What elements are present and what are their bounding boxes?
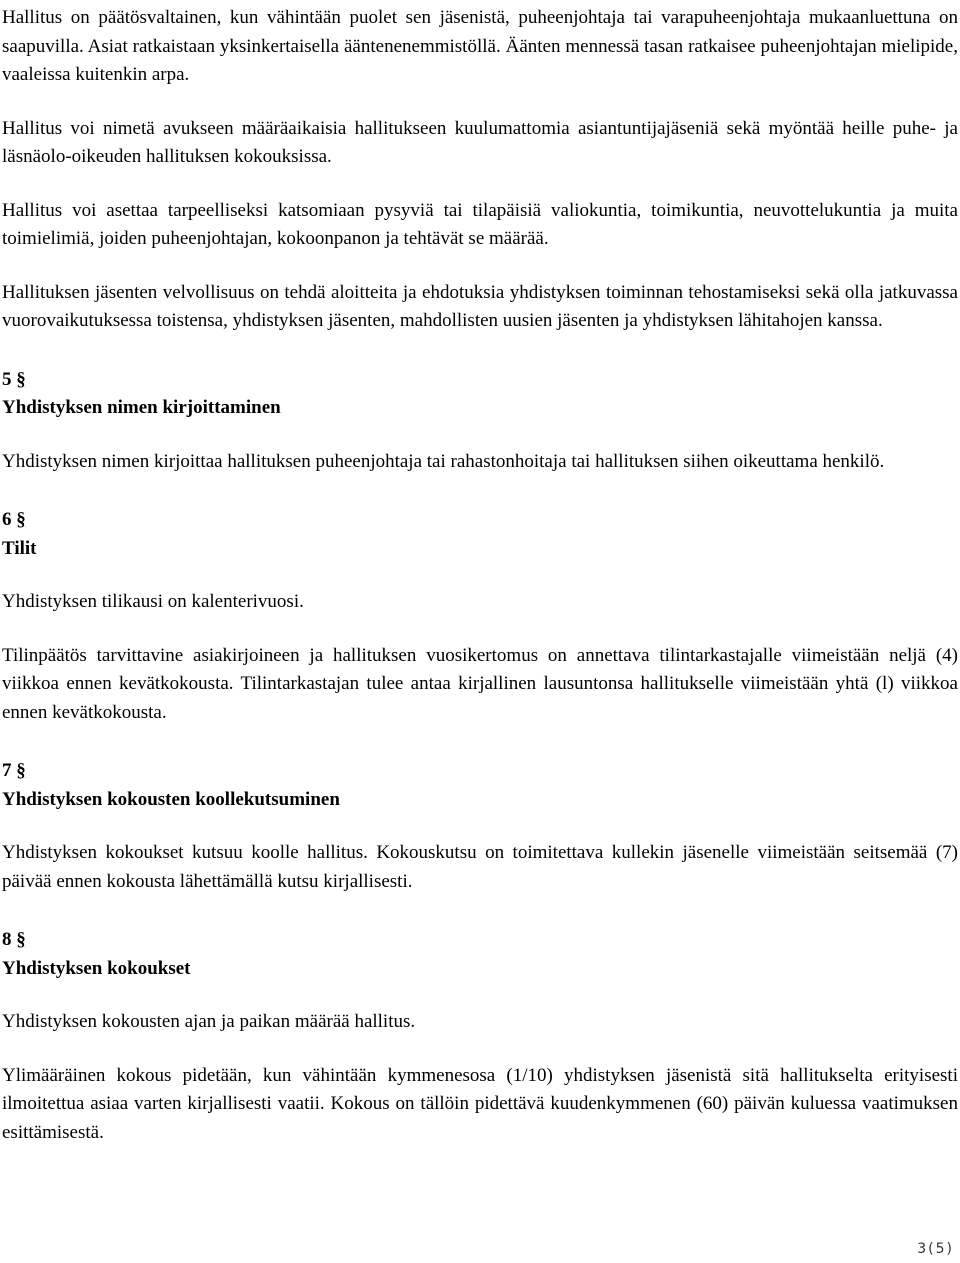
section-7 <box>2 757 958 896</box>
section-5 <box>2 366 958 477</box>
section-title: Tilit <box>2 537 37 559</box>
paragraph-fiscal-year: Yhdistyksen tilikausi on kalenterivuosi. <box>2 591 304 612</box>
section-sign: § <box>16 929 26 950</box>
section-number <box>2 506 958 535</box>
section-8 <box>2 926 958 1147</box>
paragraph-extraordinary-meeting: Ylimääräinen kokous pidetään, kun vähintään kymmenesosa (1/10) yhdistyksen jäsenistä sitä hallitukselta erityisesti ilmoitettua asiaa varten kirjallisesti vaatii. Kokous on tällöin pidettävä kuudenkymmenen (60) päivän kuluessa vaatimuksen esittämisestä. <box>2 1064 958 1143</box>
paragraph-meeting-invitation: Yhdistyksen kokoukset kutsuu koolle hallitus. Kokouskutsu on toimitettava kullekin jäsenelle viimeistään seitsemää (7) päivää ennen kokousta lähettämällä kutsu kirjallisesti. <box>2 842 958 892</box>
section-title: Yhdistyksen nimen kirjoittaminen <box>2 397 281 418</box>
section-number-value: 7 <box>2 760 12 781</box>
section-sign: § <box>16 368 26 390</box>
section-title: Yhdistyksen kokoukset <box>2 957 191 979</box>
document-page <box>2 0 958 1147</box>
section-number-value: 6 <box>2 509 12 530</box>
section-number <box>2 366 958 395</box>
section-sign: § <box>16 509 26 530</box>
section-number <box>2 926 958 955</box>
section-sign: § <box>16 760 26 781</box>
paragraph-signing: Yhdistyksen nimen kirjoittaa hallituksen puheenjohtaja tai rahastonhoitaja tai hallituksen siihen oikeuttama henkilö. <box>2 450 885 472</box>
paragraph-expert-members: Hallitus voi nimetä avukseen määräaikaisia hallitukseen kuulumattomia asiantuntijajäseniä sekä myöntää heille puhe- ja läsnäolo-oikeuden hallituksen kokouksissa. <box>2 117 958 167</box>
paragraph-quorum: Hallitus on päätösvaltainen, kun vähintään puolet sen jäsenistä, puheenjohtaja tai varapuheenjohtaja mukaanluettuna on saapuvilla. Asiat ratkaistaan yksinkertaisella ääntenenemmistöllä. Äänten mennessä tasan ratkaisee puheenjohtajan mielipide, vaaleissa kuitenkin arpa. <box>2 7 958 85</box>
section-number-value: 5 <box>2 368 12 390</box>
paragraph-meeting-time-place: Yhdistyksen kokousten ajan ja paikan määrää hallitus. <box>2 1011 416 1032</box>
section-number-value: 8 <box>2 929 12 950</box>
page-number: 3(5) <box>917 1241 954 1257</box>
section-6 <box>2 506 958 727</box>
paragraph-board-duties: Hallituksen jäsenten velvollisuus on tehdä aloitteita ja ehdotuksia yhdistyksen toiminnan tehostamiseksi sekä olla jatkuvassa vuorovaikutuksessa toistensa, yhdistyksen jäsenten, mahdollisten uusien jäsenten ja yhdistyksen lähitahojen kanssa. <box>2 281 958 331</box>
paragraph-financial-statement: Tilinpäätös tarvittavine asiakirjoineen ja hallituksen vuosikertomus on annettava tilintarkastajalle viimeistään neljä (4) viikkoa ennen kevätkokousta. Tilintarkastajan tulee antaa kirjallinen lausuntonsa hallitukselle viimeistään yhtä (l) viikkoa ennen kevätkokousta. <box>2 644 958 723</box>
section-title: Yhdistyksen kokousten koollekutsuminen <box>2 788 340 810</box>
section-number <box>2 757 958 786</box>
paragraph-committees: Hallitus voi asettaa tarpeelliseksi katsomiaan pysyviä tai tilapäisiä valiokuntia, toimikuntia, neuvottelukuntia ja muita toimielimiä, joiden puheenjohtajan, kokoonpanon ja tehtävät se määrää. <box>2 199 958 249</box>
